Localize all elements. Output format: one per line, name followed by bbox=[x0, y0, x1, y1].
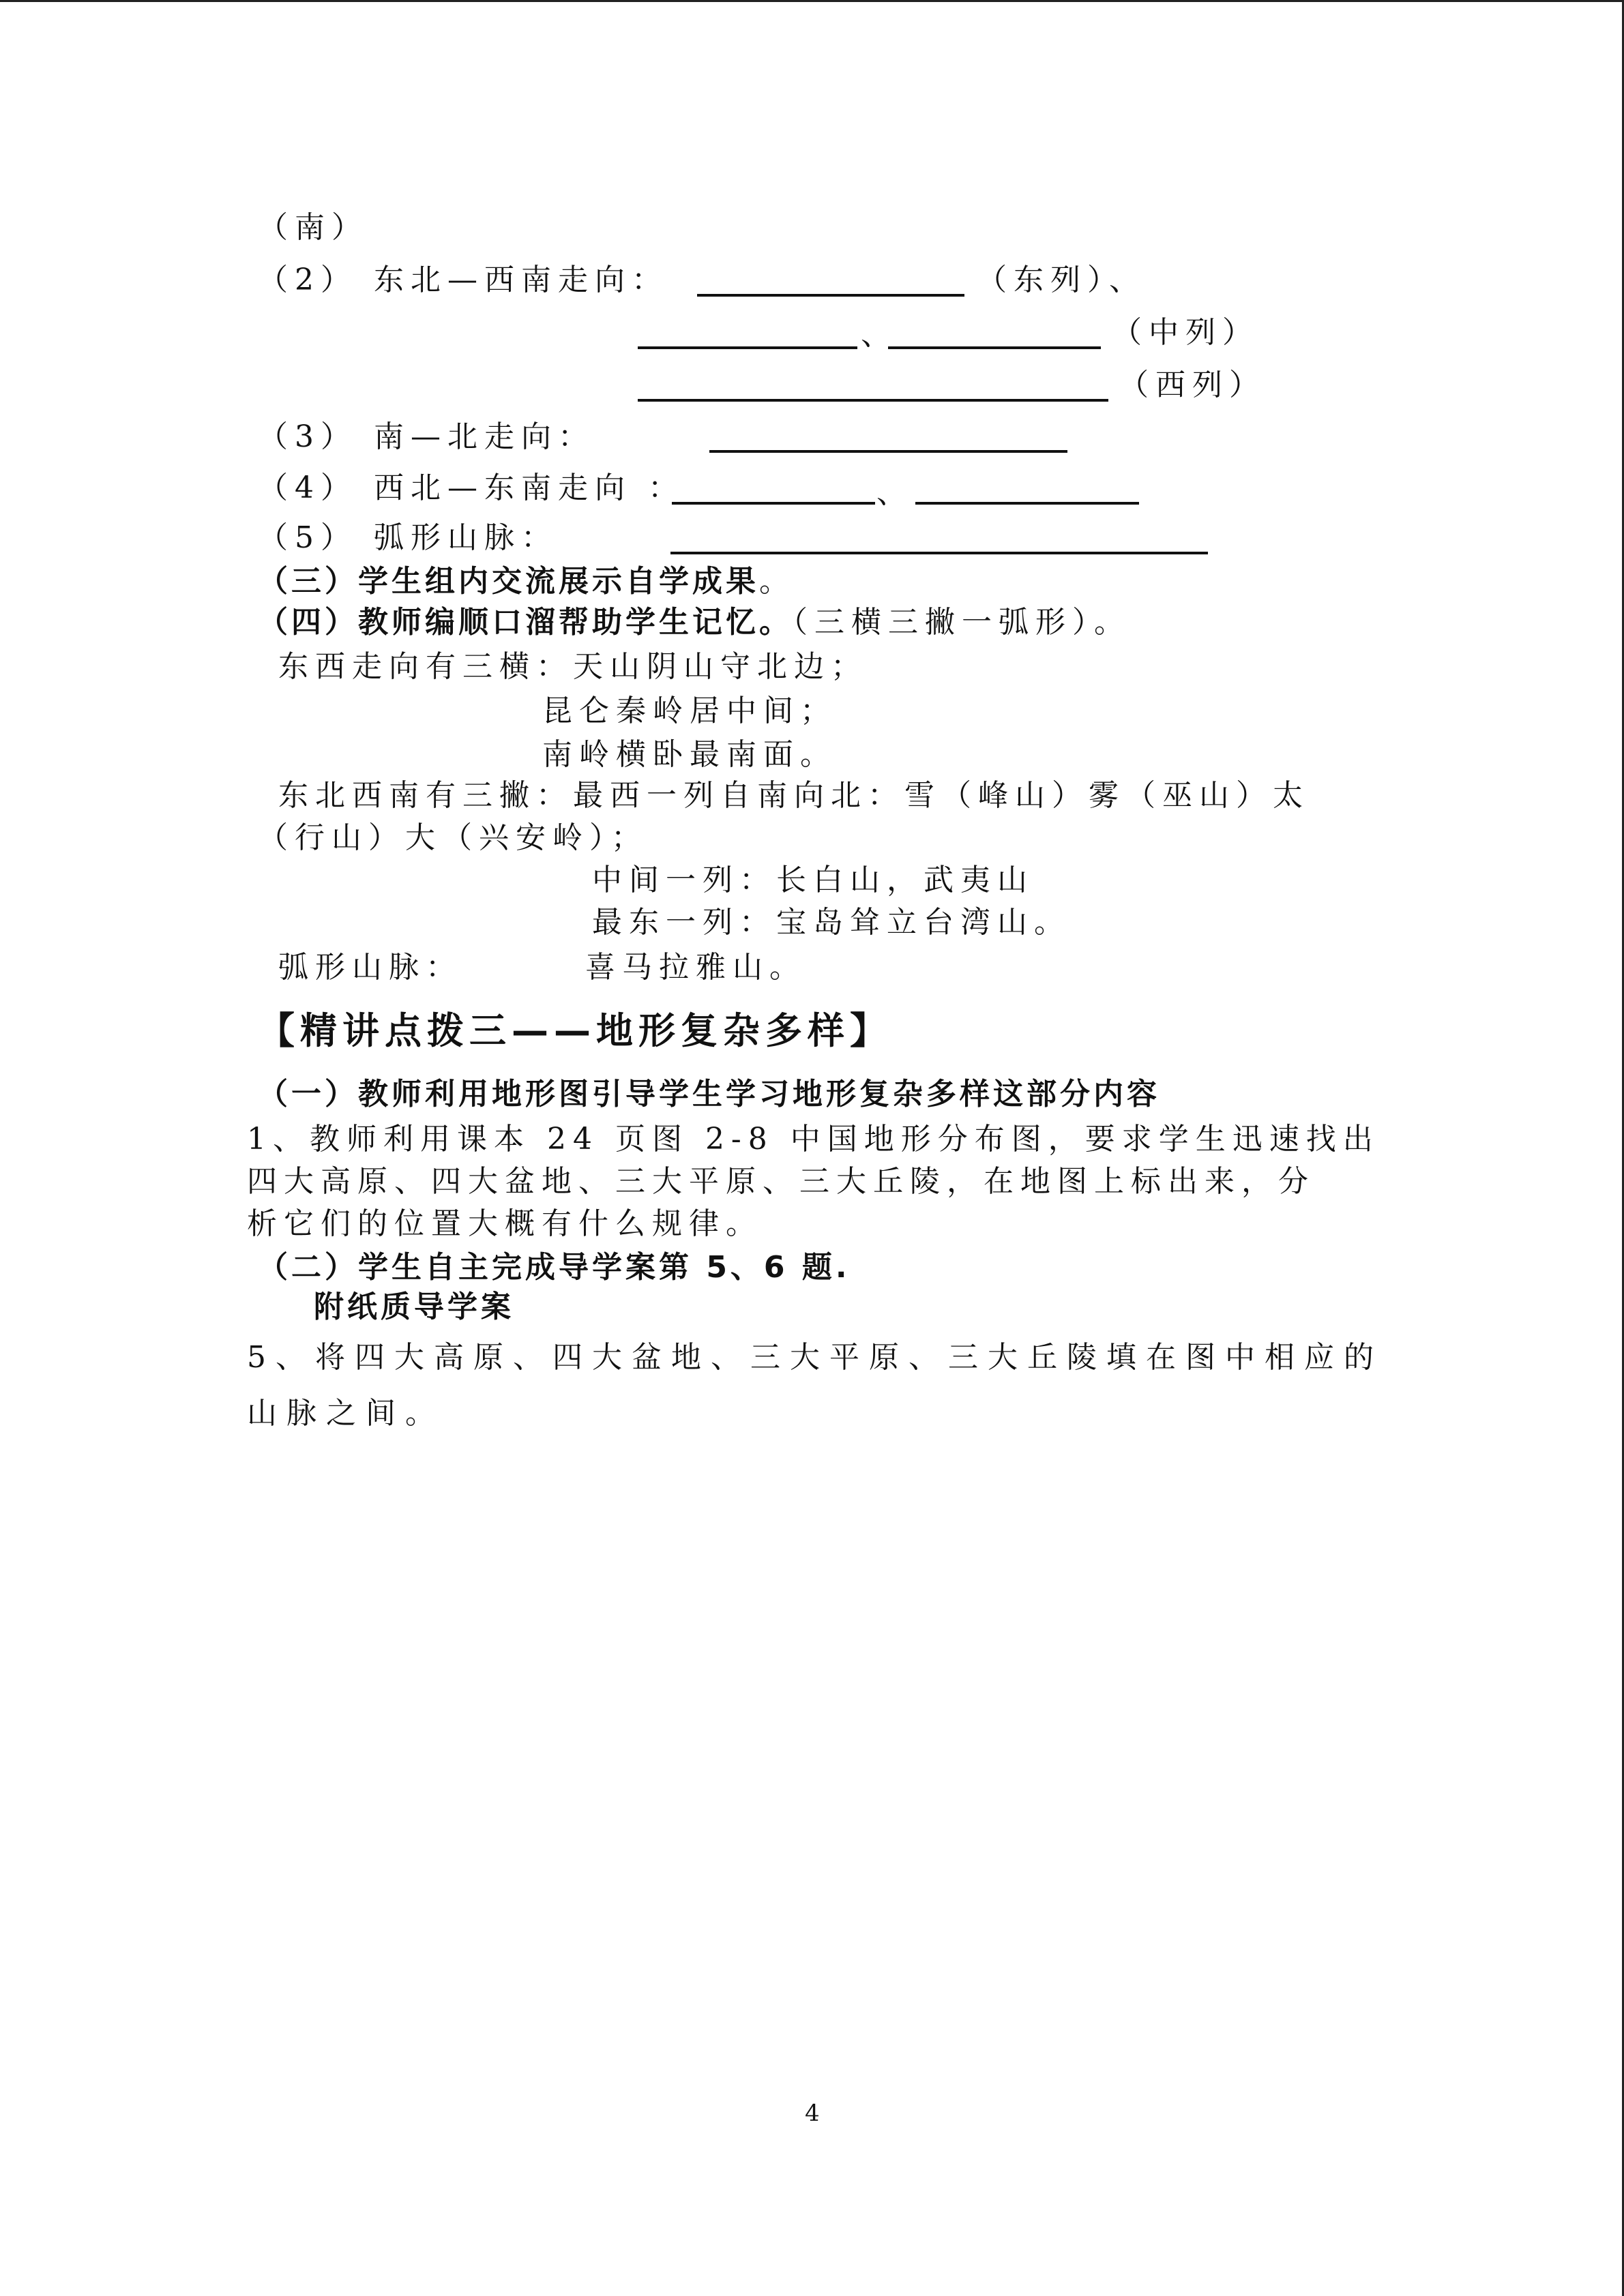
section-3-line: （三）学生组内交流展示自学成果。 bbox=[258, 564, 796, 599]
rhyme-line-3: 南岭横卧最南面。 bbox=[542, 737, 837, 772]
item-2-west-suffix: （西列） bbox=[1119, 368, 1266, 402]
blank-northwest-2[interactable] bbox=[915, 502, 1139, 505]
item-2-middle-suffix: （中列） bbox=[1112, 315, 1259, 350]
question-5-line-1: 5、将四大高原、四大盆地、三大平原、三大丘陵填在图中相应的 bbox=[247, 1340, 1383, 1375]
paragraph-line-2: 四大高原、四大盆地、三大平原、三大丘陵，在地图上标出来，分 bbox=[247, 1164, 1315, 1199]
rhyme-line-4: 东北西南有三撇：最西一列自南向北：雪（峰山）雾（巫山）太 bbox=[278, 778, 1310, 813]
blank-middle-row-1[interactable] bbox=[638, 346, 857, 349]
paragraph-line-3: 析它们的位置大概有什么规律。 bbox=[247, 1206, 763, 1241]
blank-arc-mountain[interactable] bbox=[670, 552, 1208, 554]
blank-south-north[interactable] bbox=[709, 450, 1067, 453]
blank-east-row[interactable] bbox=[697, 294, 964, 297]
attached-note: 附纸质导学案 bbox=[314, 1289, 514, 1324]
rhyme-line-6: 中间一列：长白山，武夷山 bbox=[592, 863, 1034, 897]
blank-west-row[interactable] bbox=[638, 399, 1108, 402]
rhyme-line-2: 昆仑秦岭居中间； bbox=[542, 694, 837, 728]
rhyme-line-8-value: 喜马拉雅山。 bbox=[585, 950, 806, 985]
section-4-line: （四）教师编顺口溜帮助学生记忆。（三横三撇一弧形）。 bbox=[258, 605, 1131, 640]
rhyme-line-5: （行山）大（兴安岭）； bbox=[258, 820, 648, 855]
item-5-label: （5） 弧形山脉： bbox=[258, 520, 558, 555]
paragraph-line-1: 1、教师利用课本 24 页图 2-8 中国地形分布图，要求学生迅速找出 bbox=[247, 1122, 1380, 1157]
item-4-separator: 、 bbox=[876, 475, 913, 510]
part-2-title: （二）学生自主完成导学案第 5、6 题. bbox=[258, 1250, 851, 1285]
blank-northwest-1[interactable] bbox=[672, 502, 875, 505]
item-2-label: （2） 东北—西南走向： bbox=[258, 263, 668, 297]
page-number: 4 bbox=[805, 2100, 820, 2127]
question-5-line-2: 山脉之间。 bbox=[247, 1396, 445, 1431]
item-3-label: （3） 南—北走向： bbox=[258, 419, 595, 454]
text-line-south: （南） bbox=[258, 210, 368, 245]
middle-row-separator: 、 bbox=[861, 317, 898, 352]
rhyme-line-1: 东西走向有三横：天山阴山守北边； bbox=[278, 649, 868, 684]
blank-middle-row-2[interactable] bbox=[888, 346, 1101, 349]
rhyme-line-7: 最东一列：宝岛耸立台湾山。 bbox=[592, 905, 1071, 940]
item-4-label: （4） 西北—东南走向 ： bbox=[258, 471, 685, 505]
section-heading: 【精讲点拨三——地形复杂多样】 bbox=[258, 1009, 892, 1052]
rhyme-line-8-label: 弧形山脉： bbox=[278, 950, 462, 985]
item-2-east-suffix: （东列）、 bbox=[977, 263, 1146, 297]
part-1-title: （一）教师利用地形图引导学生学习地形复杂多样这部分内容 bbox=[258, 1077, 1160, 1112]
